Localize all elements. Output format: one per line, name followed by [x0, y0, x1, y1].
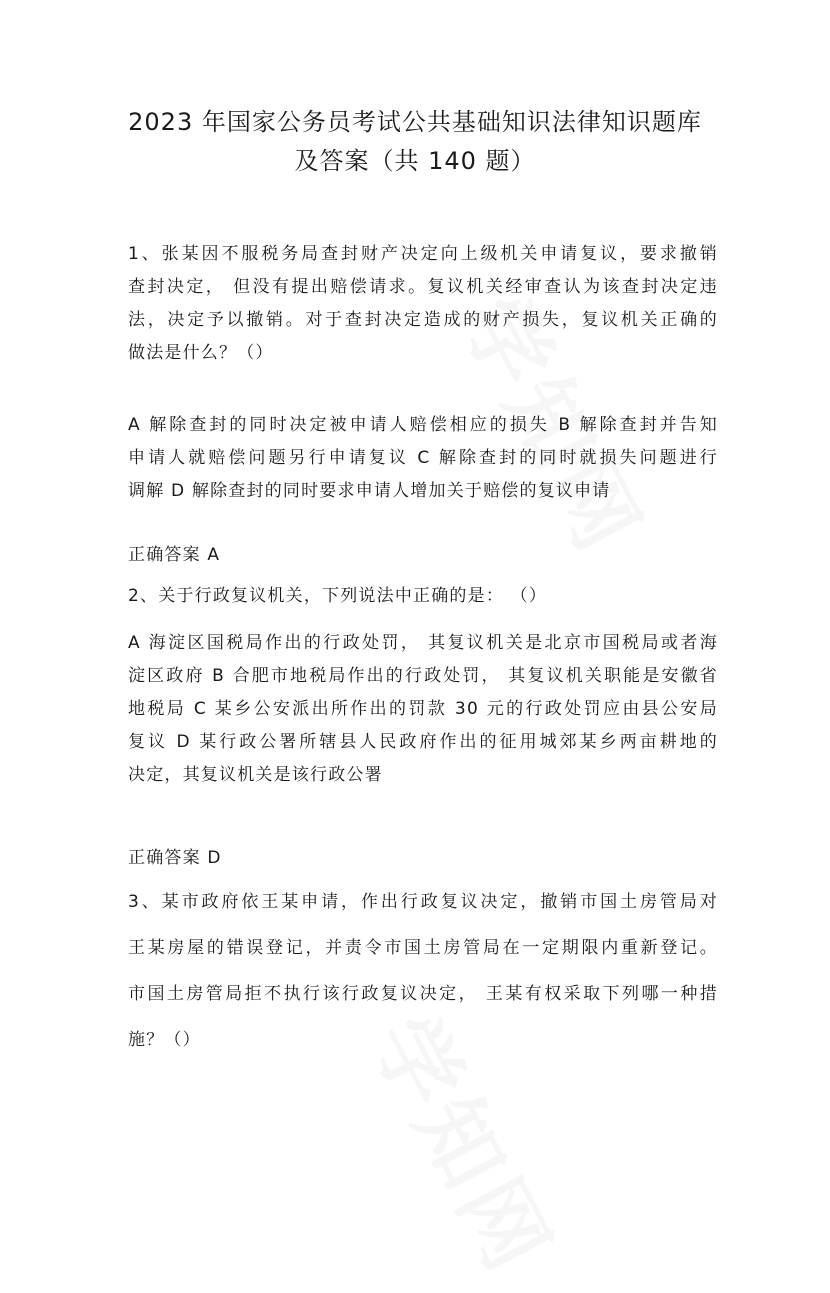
- question-2: [128, 580, 718, 613]
- question-text-line: 1、张某因不服税务局查封财产决定向上级机关申请复议，要求撤销: [128, 244, 718, 264]
- answer-line: 正确答案 D: [128, 848, 222, 868]
- question-text-line: 做法是什么？（）: [128, 343, 274, 363]
- question-text-line: 3、某市政府依王某申请，作出行政复议决定，撤销市国土房管局对: [128, 892, 718, 912]
- document-title-line-1: 2023 年国家公务员考试公共基础知识法律知识题库: [128, 108, 702, 136]
- question-3: [128, 886, 718, 1057]
- question-text-line: 施？（）: [128, 1030, 201, 1050]
- answer-line: 正确答案 A: [128, 545, 221, 565]
- option-line: A 解除查封的同时决定被申请人赔偿相应的损失 B 解除查封并告知: [128, 415, 718, 435]
- option-line: 地税局 C 某乡公安派出所作出的罚款 30 元的行政处罚应由县公安局: [128, 699, 718, 719]
- question-text-line: 王某房屋的错误登记，并责令市国土房管局在一定期限内重新登记。: [128, 938, 718, 958]
- option-line: 调解 D 解除查封的同时要求申请人增加关于赔偿的复议申请: [128, 481, 611, 501]
- question-1-options: [128, 409, 718, 508]
- question-1-answer: [128, 539, 718, 572]
- question-text-line: 法，决定予以撤销。对于查封决定造成的财产损失，复议机关正确的: [128, 310, 718, 330]
- option-line: A 海淀区国税局作出的行政处罚， 其复议机关是北京市国税局或者海: [128, 633, 718, 653]
- question-2-answer: [128, 842, 718, 875]
- question-2-options: [128, 627, 718, 792]
- option-line: 淀区政府 B 合肥市地税局作出的行政处罚， 其复议机关职能是安徽省: [128, 666, 718, 686]
- option-line: 复议 D 某行政公署所辖县人民政府作出的征用城郊某乡两亩耕地的: [128, 732, 718, 752]
- option-line: 申请人就赔偿问题另行申请复议 C 解除查封的同时就损失问题进行: [128, 448, 718, 468]
- question-text-line: 查封决定， 但没有提出赔偿请求。复议机关经审查认为该查封决定违: [128, 277, 718, 297]
- document-title-line-2: 及答案（共 140 题）: [294, 147, 536, 175]
- question-text-line: 市国土房管局拒不执行该行政复议决定， 王某有权采取下列哪一种措: [128, 984, 718, 1004]
- question-text-line: 2、关于行政复议机关，下列说法中正确的是： （）: [128, 586, 548, 606]
- question-1: [128, 238, 718, 370]
- option-line: 决定，其复议机关是该行政公署: [128, 765, 383, 785]
